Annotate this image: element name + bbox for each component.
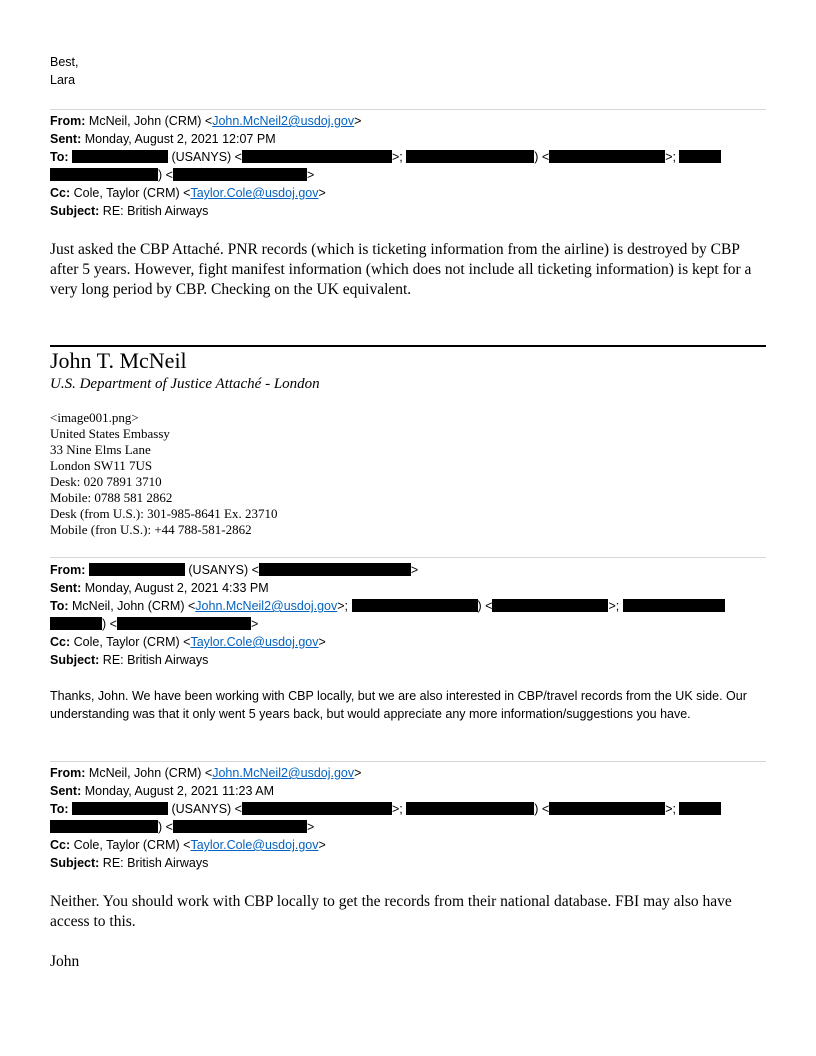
cc-name: Cole, Taylor (CRM) < bbox=[73, 838, 191, 852]
to-row-cont bbox=[50, 166, 721, 184]
from-text: (USANYS) < bbox=[188, 563, 259, 577]
cc-row bbox=[50, 184, 721, 202]
to-text: > bbox=[306, 820, 315, 834]
signature-name: John T. McNeil bbox=[50, 348, 187, 373]
divider bbox=[50, 557, 766, 558]
redaction bbox=[173, 820, 307, 833]
from-label: From: bbox=[50, 114, 86, 128]
signature-image-placeholder: <image001.png> bbox=[50, 410, 139, 425]
redaction bbox=[50, 168, 158, 181]
redaction bbox=[679, 150, 721, 163]
to-text: (USANYS) < bbox=[171, 150, 242, 164]
cc-close: > bbox=[318, 635, 326, 649]
cc-email-link[interactable]: Taylor.Cole@usdoj.gov bbox=[190, 186, 319, 200]
redaction bbox=[259, 563, 411, 576]
redaction bbox=[89, 563, 185, 576]
to-text: ) < bbox=[158, 168, 173, 182]
divider bbox=[50, 109, 766, 110]
to-text: (USANYS) < bbox=[171, 802, 242, 816]
closing-greeting: Best, bbox=[50, 55, 79, 69]
cc-name: Cole, Taylor (CRM) < bbox=[73, 635, 191, 649]
from-label: From: bbox=[50, 766, 86, 780]
to-row bbox=[50, 148, 721, 166]
redaction bbox=[549, 150, 665, 163]
cc-label: Cc: bbox=[50, 838, 71, 852]
to-text: >; bbox=[392, 150, 403, 164]
signature-title: U.S. Department of Justice Attaché - London bbox=[50, 376, 320, 392]
to-text: >; bbox=[665, 150, 676, 164]
to-row-cont bbox=[50, 818, 721, 836]
redaction bbox=[352, 599, 478, 612]
signature-line: Desk (from U.S.): 301-985-8641 Ex. 23710 bbox=[50, 506, 278, 521]
to-text: ) < bbox=[158, 820, 173, 834]
to-email-link[interactable]: John.McNeil2@usdoj.gov bbox=[195, 599, 338, 613]
cc-label: Cc: bbox=[50, 186, 71, 200]
signature-line: Mobile (fron U.S.): +44 788-581-2862 bbox=[50, 522, 252, 537]
to-text: >; bbox=[608, 599, 620, 613]
sent-label: Sent: bbox=[50, 581, 82, 595]
signature-line: United States Embassy bbox=[50, 426, 170, 441]
signature-line: 33 Nine Elms Lane bbox=[50, 442, 151, 457]
from-row bbox=[50, 764, 721, 782]
to-text: ) < bbox=[534, 802, 550, 816]
to-text: >; bbox=[392, 802, 403, 816]
sent-label: Sent: bbox=[50, 784, 82, 798]
redaction bbox=[492, 599, 608, 612]
subject: RE: British Airways bbox=[102, 653, 209, 667]
to-row-cont bbox=[50, 615, 725, 633]
cc-email-link[interactable]: Taylor.Cole@usdoj.gov bbox=[190, 635, 319, 649]
signature-divider bbox=[50, 345, 766, 347]
subject-row bbox=[50, 651, 725, 669]
to-text: ) < bbox=[477, 599, 493, 613]
from-email-link[interactable]: John.McNeil2@usdoj.gov bbox=[212, 766, 355, 780]
to-row bbox=[50, 800, 721, 818]
cc-email-link[interactable]: Taylor.Cole@usdoj.gov bbox=[190, 838, 319, 852]
subject: RE: British Airways bbox=[102, 204, 209, 218]
from-close: > bbox=[354, 766, 362, 780]
to-text: ) < bbox=[534, 150, 550, 164]
email-body-2: Thanks, John. We have been working with CBP locally, but we are also interested in CBP/travel records from the UK side. Our understanding was that it only went 5 years back, but would appreciate any more information/suggestions you have. bbox=[50, 689, 747, 721]
from-close: > bbox=[354, 114, 362, 128]
email-body-3: Neither. You should work with CBP locally to get the records from their national database. FBI may also have access to this. bbox=[50, 893, 732, 930]
email-body-1: Just asked the CBP Attaché. PNR records (which is ticketing information from the airline) is destroyed by CBP after 5 years. However, fight manifest information (which does not include all ticketing information) is kept for a very long period by CBP. Checking on the UK equivalent. bbox=[50, 241, 752, 298]
sent-date: Monday, August 2, 2021 11:23 AM bbox=[84, 784, 274, 798]
cc-label: Cc: bbox=[50, 635, 71, 649]
from-row bbox=[50, 561, 725, 579]
subject-row bbox=[50, 854, 721, 872]
to-row bbox=[50, 597, 725, 615]
cc-close: > bbox=[318, 186, 326, 200]
subject: RE: British Airways bbox=[102, 856, 209, 870]
redaction bbox=[173, 168, 307, 181]
signature-line: Desk: 020 7891 3710 bbox=[50, 474, 162, 489]
redaction bbox=[549, 802, 665, 815]
sent-label: Sent: bbox=[50, 132, 82, 146]
subject-label: Subject: bbox=[50, 653, 100, 667]
redaction bbox=[623, 599, 725, 612]
from-label: From: bbox=[50, 563, 86, 577]
to-text: > bbox=[250, 617, 259, 631]
redaction bbox=[242, 150, 392, 163]
from-email-link[interactable]: John.McNeil2@usdoj.gov bbox=[212, 114, 355, 128]
from-text: > bbox=[410, 563, 419, 577]
sent-row bbox=[50, 579, 725, 597]
sent-date: Monday, August 2, 2021 4:33 PM bbox=[84, 581, 269, 595]
redaction bbox=[50, 820, 158, 833]
redaction bbox=[406, 150, 534, 163]
email-header-3 bbox=[50, 764, 721, 872]
email-header-1 bbox=[50, 112, 721, 220]
to-text: > bbox=[306, 168, 315, 182]
signature-address bbox=[50, 426, 277, 538]
cc-close: > bbox=[318, 838, 326, 852]
subject-label: Subject: bbox=[50, 204, 100, 218]
email-header-2 bbox=[50, 561, 725, 669]
to-label: To: bbox=[50, 150, 69, 164]
redaction bbox=[72, 802, 168, 815]
to-text: ) < bbox=[102, 617, 117, 631]
cc-row bbox=[50, 836, 721, 854]
to-name: McNeil, John (CRM) < bbox=[72, 599, 196, 613]
to-text: >; bbox=[337, 599, 349, 613]
to-text: >; bbox=[665, 802, 676, 816]
to-label: To: bbox=[50, 599, 69, 613]
cc-name: Cole, Taylor (CRM) < bbox=[73, 186, 191, 200]
redaction bbox=[50, 617, 102, 630]
subject-row bbox=[50, 202, 721, 220]
cc-row bbox=[50, 633, 725, 651]
to-label: To: bbox=[50, 802, 69, 816]
subject-label: Subject: bbox=[50, 856, 100, 870]
from-name: McNeil, John (CRM) < bbox=[88, 114, 213, 128]
redaction bbox=[242, 802, 392, 815]
sent-row bbox=[50, 782, 721, 800]
closing-name: Lara bbox=[50, 73, 76, 87]
signature-line: Mobile: 0788 581 2862 bbox=[50, 490, 173, 505]
divider bbox=[50, 761, 766, 762]
email-signoff-3: John bbox=[50, 953, 80, 970]
signature-line: London SW11 7US bbox=[50, 458, 153, 473]
redaction bbox=[117, 617, 251, 630]
from-name: McNeil, John (CRM) < bbox=[88, 766, 213, 780]
sent-date: Monday, August 2, 2021 12:07 PM bbox=[84, 132, 276, 146]
redaction bbox=[679, 802, 721, 815]
redaction bbox=[406, 802, 534, 815]
redaction bbox=[72, 150, 168, 163]
from-row bbox=[50, 112, 721, 130]
sent-row bbox=[50, 130, 721, 148]
